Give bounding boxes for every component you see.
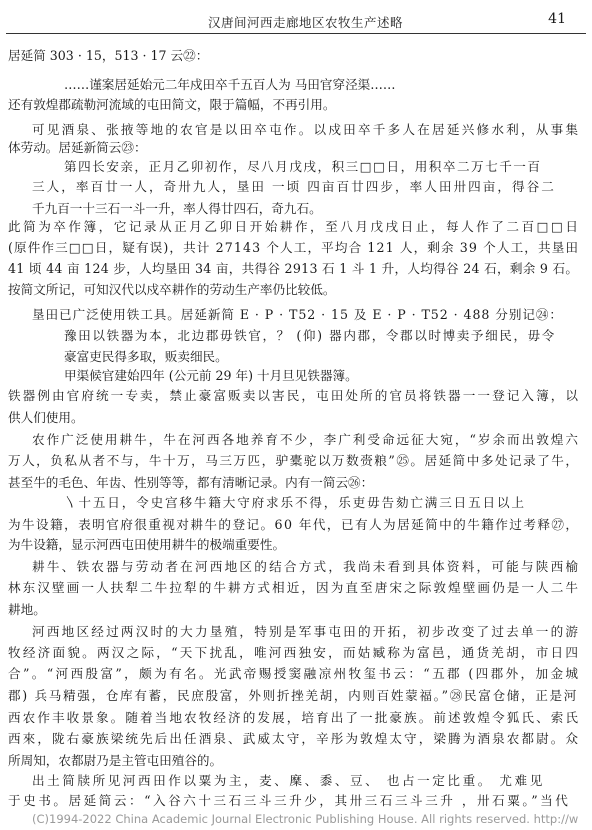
text-line: 耕牛、铁农器与劳动者在河西地区的结合方式，我尚未看到具体资料，可能与陕西榆 [32, 559, 581, 574]
text-line: 合”。“河西殷富”，颇为有名。光武帝赐授窦融凉州牧玺书云：“五郡 (四郡外，加金城 [8, 666, 581, 681]
text-line: 郡) 兵马精强，仓库有蓄，民庶殷富，外则折挫羌胡，内则百姓蒙福。”㉘民富仓储，正是河 [8, 688, 578, 703]
text-line: 千九百一十三石一斗一升，率人得廿四石，奇九石。 [32, 201, 322, 216]
text-line: 按简文所记，可知汉代以戍卒耕作的劳动生产率仍比较低。 [8, 282, 336, 297]
text-line: 还有敦煌郡疏勒河流域的屯田简文，限于篇幅，不再引用。 [8, 97, 336, 112]
text-line: 甚至牛的毛色、年齿、性别等等，都有清晰记录。内有一简云㉖： [8, 475, 374, 490]
text-line: 牧经济面貌。两汉之际，“天下扰乱，唯河西独安，而姑臧称为富邑，通货羌胡，市日四 [8, 645, 581, 660]
running-header [0, 0, 592, 36]
text-line: 出土简牍所见河西田作以粟为主，麦、穈、黍、豆、 也占一定比重。 尤难见 [32, 773, 545, 788]
text-line: 所周知，农都尉乃是主管屯田殖谷的。 [8, 753, 223, 768]
text-line: 河西地区经过两汉时的大力垦殖，特别是军事屯田的开拓，初步改变了过去单一的游 [32, 624, 581, 639]
text-line: 体劳动。居延新简云㉓： [8, 140, 147, 155]
text-line: 豫田以铁器为本，北边郡毋铁官，？ (仰) 器内郡，令郡以时博卖予细民，毋令 [64, 328, 556, 343]
text-line: 耕地。 [8, 602, 46, 617]
text-line: 供人们使用。 [8, 410, 84, 425]
text-line: 为牛设籍，表明官府很重视对耕牛的登记。60 年代，已有人为居延简中的牛籍作过考释㉗， [8, 517, 580, 532]
text-line: 41 顷 44 亩 124 步，人均垦田 34 亩，共得谷 2913 石 1 斗 1 升，人均得谷 24 石，剩余 9 石。 [8, 261, 579, 276]
text-line: 西农作丰收景象。随着当地农牧经济的发展，培育出了一批豪族。前述敦煌令狐氏、索氏 [8, 710, 581, 725]
text-line: 农作广泛使用耕牛，牛在河西各地养育不少，李广利受命远征大宛，“岁余而出敦煌六 [32, 432, 580, 447]
text-line: 三人，率百廿一人，奇卅九人，垦田 一顷 四亩百廿四步，率人田卅四亩，得谷二 [32, 179, 556, 194]
text-line: 铁器例由官府统一专卖，禁止豪富贩卖以害民，屯田处所的官员将铁器一一登记入簿，以 [8, 388, 581, 403]
text-line: 豪富吏民得多取，贩卖细民。 [64, 349, 228, 364]
text-line: 此简为卒作簿，它记录从正月乙卯日开始耕作，至八月戊戌日止，每人作了二百□□日 [8, 219, 581, 234]
text-line: 为牛设籍，显示河西屯田使用耕牛的极端重要性。 [8, 537, 286, 552]
text-line: 〵十五日，令史宫移牛籍大守府求乐不得，乐吏毋告劾亡满三日五日以上 [64, 495, 526, 510]
text-line: (原件作三□□日，疑有误)，共计 27143 个人工，平均合 121 人，剩余 39 个人工，共垦田 [8, 240, 580, 255]
header-rule [6, 33, 586, 34]
text-line: 万人，负私从者不与，牛十万，马三万匹，驴橐驼以万数赍粮”㉕。居延简中多处记录了牛， [8, 453, 580, 468]
text-line: 第四长安亲，正月乙卯初作，尽八月戊戌，积三□□日，用积卒二万七千一百 [64, 159, 542, 174]
text-line: 垦田已广泛使用铁工具。居延新简 E · P · T52 · 15 及 E · P · T52 · 488 分别记㉔： [32, 307, 563, 322]
text-line: 于史书。居延简云：“入谷六十三石三斗三升少，其卅三石三斗三升 ，卅石粟。”当代 [8, 793, 571, 808]
text-line: 甲渠候官建始四年 (公元前 29 年) 十月旦见铁器簿。 [64, 368, 358, 383]
page-number: 41 [548, 11, 566, 27]
text-line: 可见酒泉、张掖等地的农官是以田卒屯作。以戍田卒千多人在居延兴修水利，从事集 [32, 122, 581, 137]
copyright-footer: (C)1994-2022 China Academic Journal Electronic Publishing House. All rights reserved. http://w [32, 812, 579, 826]
text-line: 西來，陇右豪族梁统先后出任酒泉、武威太守，辛彤为敦煌太守，梁腾为酒泉农都尉。众 [8, 731, 581, 746]
text-line: 居延简 303 · 15，513 · 17 云㉒： [8, 48, 209, 63]
text-line: ……谨案居延始元二年戍田卒千五百人为 马田官穿泾渠…… [64, 77, 396, 92]
header-title: 汉唐间河西走廊地区农牧生产述略 [208, 15, 404, 30]
text-line: 林东汉壁画一人扶犁二牛拉犁的牛耕方式相近，因为直至唐宋之际敦煌壁画仍是一人二牛 [8, 580, 581, 595]
